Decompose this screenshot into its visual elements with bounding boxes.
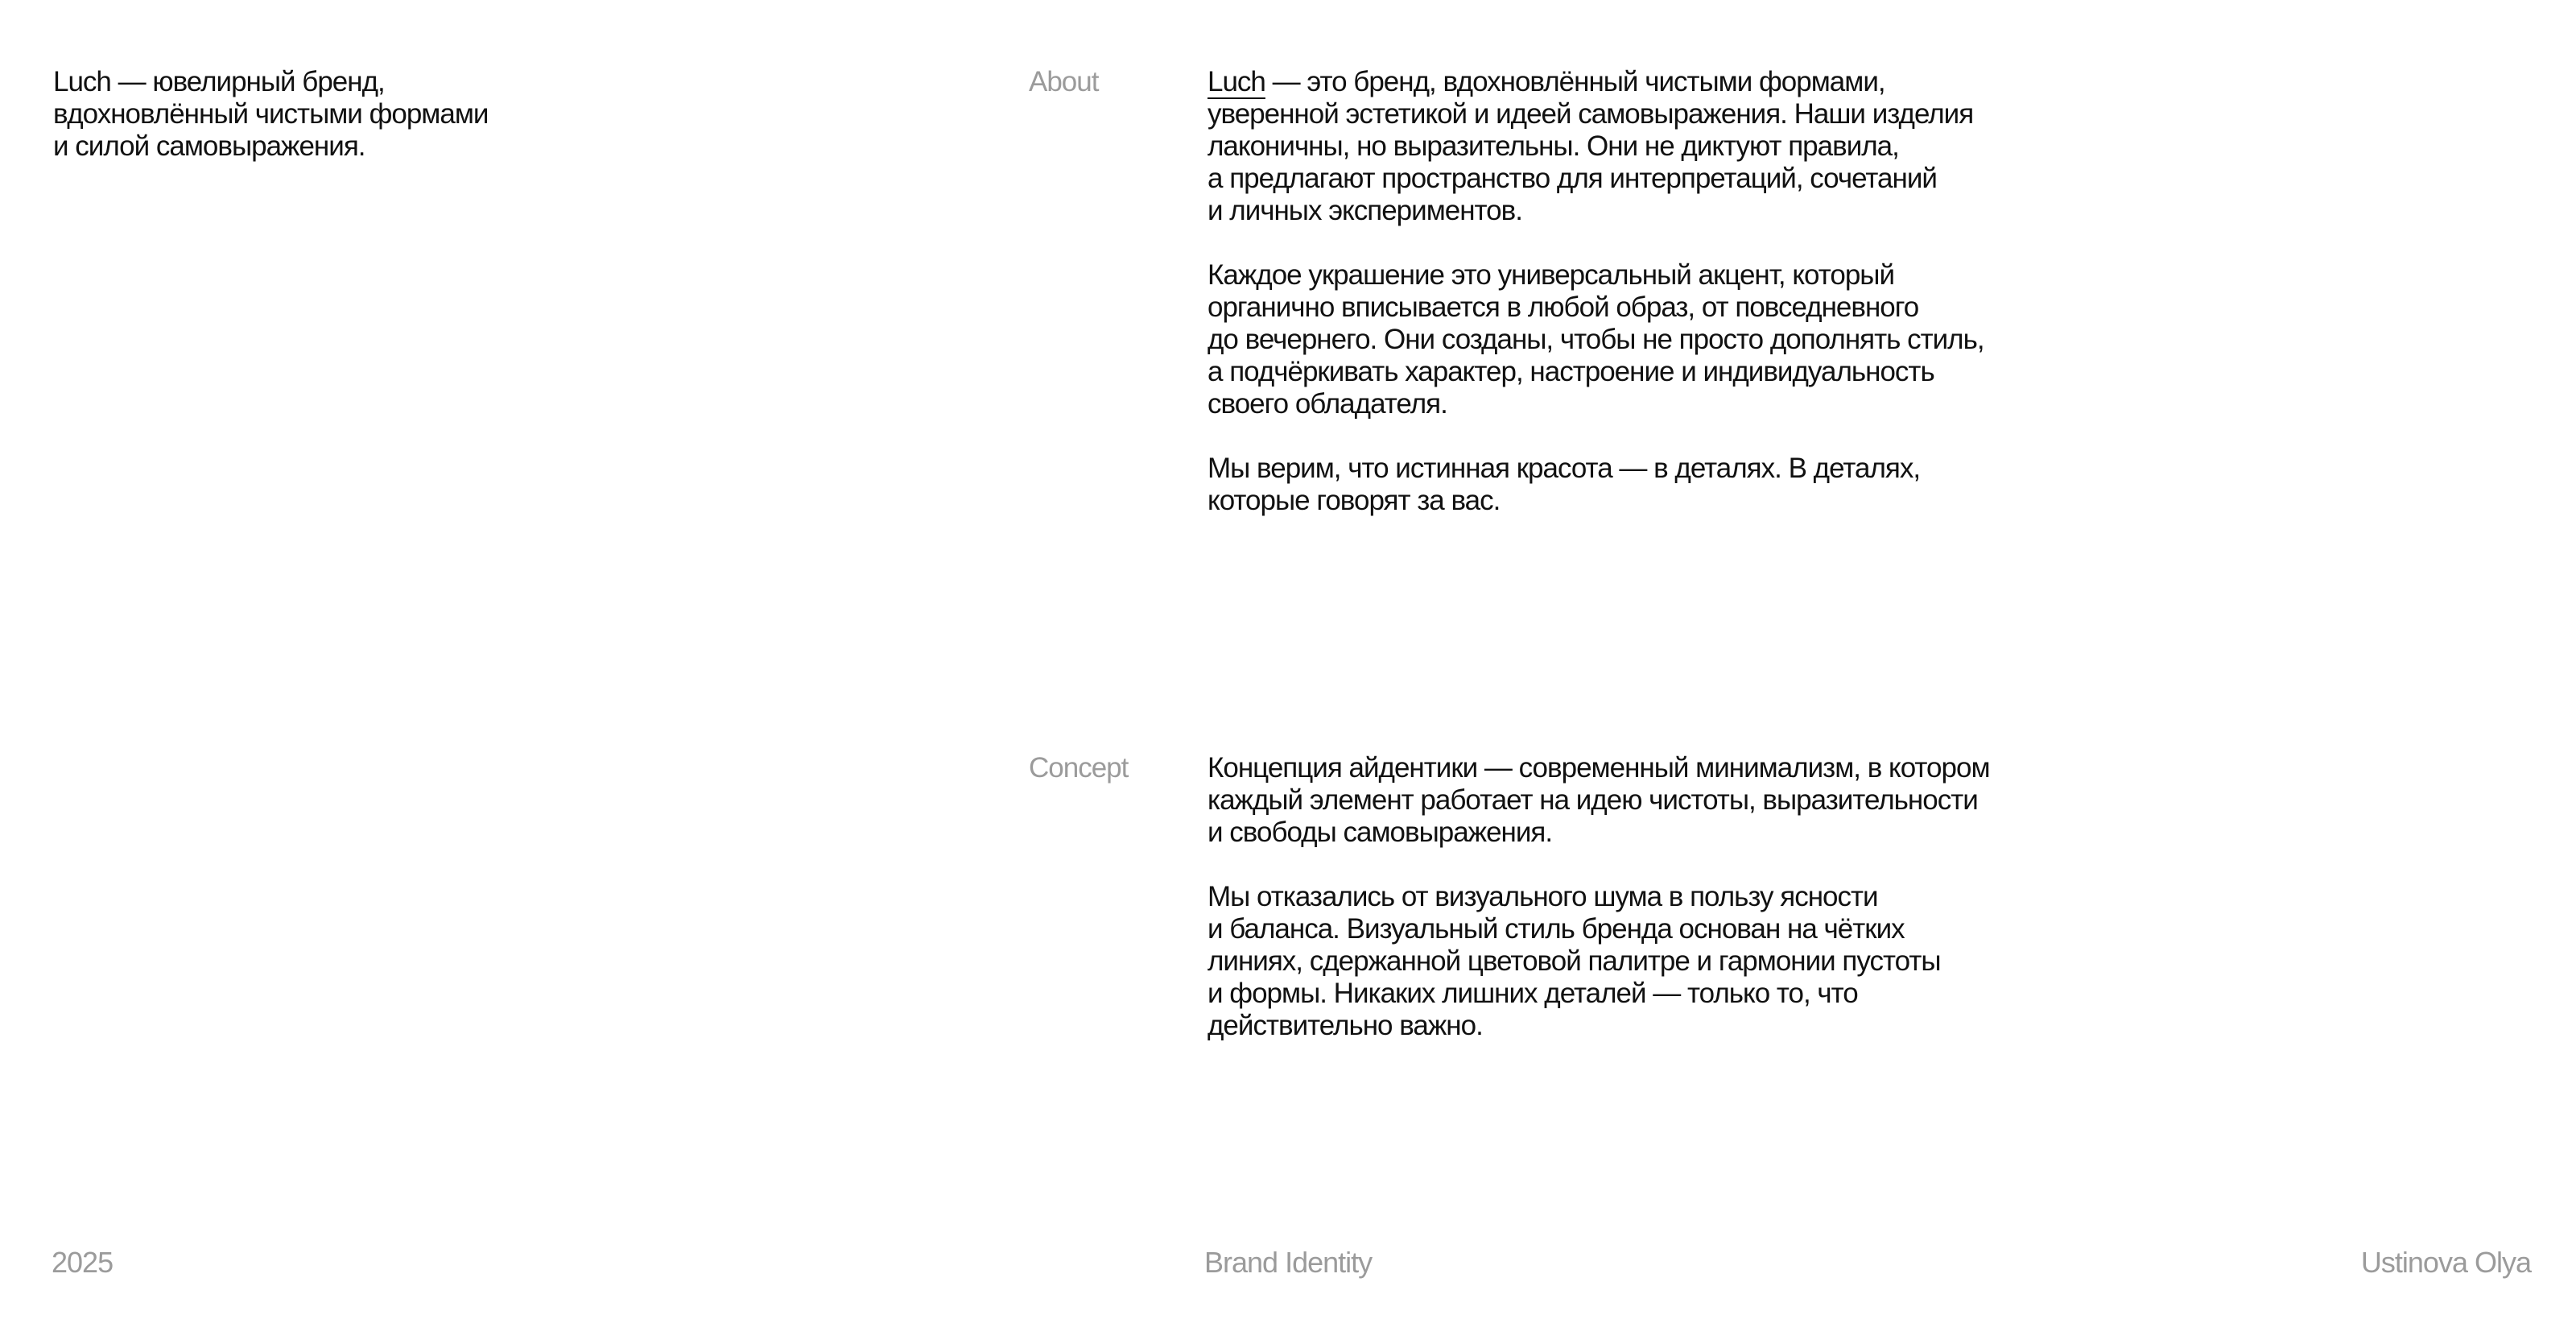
footer-year: 2025 [52,1246,114,1279]
footer-project-type: Brand Identity [1204,1246,1373,1279]
footer-author: Ustinova Olya [2360,1246,2531,1279]
about-paragraph-1-text: — это бренд, вдохновлённый чистыми формами, уверенной эстетикой и идеей самовыражения. Наши изделия лаконичны, но выразительны. Они не диктуют правила, а предлагают пространство для интерпретаций, сочетаний и личных экспериментов. [1208,66,1974,226]
brand-link[interactable]: Luch [1208,66,1265,97]
about-section [1208,66,2093,517]
about-paragraph-1 [1208,66,2093,227]
intro-text: Luch — ювелирный бренд, вдохновлённый чистыми формами и силой самовыражения. [53,66,489,162]
concept-section [1208,752,2093,1042]
concept-paragraph-1: Концепция айдентики — современный минимализм, в котором каждый элемент работает на идею чистоты, выразительности и свободы самовыражения. [1208,752,1990,848]
section-label-concept: Concept [1029,752,1129,784]
about-paragraph-3: Мы верим, что истинная красота — в деталях. В деталях, которые говорят за вас. [1208,453,1921,516]
concept-paragraph-2: Мы отказались от визуального шума в пользу ясности и баланса. Визуальный стиль бренда основан на чётких линиях, сдержанной цветовой палитре и гармонии пустоты и формы. Никаких лишних деталей — только то, что действительно важно. [1208,881,1941,1041]
section-label-about: About [1029,66,1099,97]
about-paragraph-2: Каждое украшение это универсальный акцент, который органично вписывается в любой образ, от повседневного до вечернего. Они созданы, чтобы не просто дополнять стиль, а подчёркивать характер, настроение и индивидуальность своего обладателя. [1208,259,1984,420]
